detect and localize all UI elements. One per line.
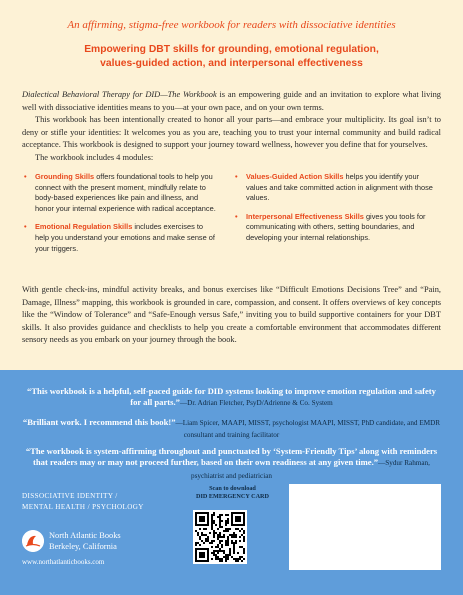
- module-interpersonal-effectiveness: [235, 212, 440, 244]
- quote-text: “The workbook is system-affirming throughout and punctuated by ‘System-Friendly Tips’ along with reminders that readers may or may not proceed further, based on their own readiness at any given time.”: [25, 446, 438, 468]
- scan-line-1: Scan to download: [209, 485, 256, 492]
- quote-rahman: [22, 446, 441, 482]
- quote-attribution: —Liam Spicer, MAAPI, MISST, psychologist MAAPI, MISST, PhD candidate, and EMDR consultant and training facilitator: [175, 419, 441, 440]
- module-text: offers foundational tools to help you connect with the present moment, mindfully relate to body-based experiences like pain and illness, and honor your internal experience with radical acceptance.: [35, 172, 216, 213]
- headline-line-2: values-guided action, and interpersonal effectiveness: [100, 58, 363, 70]
- module-name: Interpersonal Effectiveness Skills: [246, 211, 364, 221]
- quote-spicer: [22, 417, 441, 442]
- logo-graphic: [22, 530, 44, 552]
- closing-paragraph: With gentle check-ins, mindful activity breaks, and bonus exercises like “Difficult Emotions Decisions Tree” and “Pain, Damage, Illness” mapping, this workbook is grounded in care, compassion, and consent. It offers overviews of key concepts like the “Window of Tolerance” and “Safe-Enough versus Safe,” inviting you to build supportive containers for your DBT skills. It also provides guidance and checklists to help you create a comfortable environment that accommodates different sensory needs as you embark on your journey through the book.: [22, 285, 441, 345]
- publisher-name: North Atlantic Books: [49, 531, 121, 540]
- module-name: Values-Guided Action Skills: [246, 172, 344, 181]
- headline: [40, 43, 423, 72]
- quote-text: “This workbook is a helpful, self-paced guide for DID systems looking to improve emotion regulation and safety for all parts.”: [27, 386, 436, 408]
- intro-rest: is an empowering guide and an invitation to explore what living well with dissociative identities means to you—at your own pace, and on your own terms.: [22, 90, 441, 112]
- quote-text: “Brilliant work. I recommend this book!”: [22, 417, 176, 427]
- quote-fletcher: [22, 386, 441, 410]
- isbn-barcode-area: [289, 484, 441, 570]
- module-name: Grounding Skills: [35, 172, 95, 181]
- module-text: gives you tools for communicating with others, setting boundaries, and developing your internal relationships.: [246, 211, 426, 242]
- category-line-2: MENTAL HEALTH / PSYCHOLOGY: [22, 502, 144, 511]
- module-emotional-regulation: [24, 222, 218, 254]
- bullet-icon: •: [24, 172, 27, 181]
- book-title: Dialectical Behavioral Therapy for DID—The Workbook: [22, 90, 217, 99]
- qr-code-icon[interactable]: [193, 510, 247, 564]
- bullet-icon: •: [24, 222, 27, 232]
- module-text: includes exercises to help you understand your emotions and make sense of your triggers.: [35, 222, 215, 253]
- module-grounding: [24, 172, 218, 214]
- intro-paragraph: [22, 89, 441, 114]
- modules-left-column: [24, 172, 218, 262]
- headline-line-1: Empowering DBT skills for grounding, emotional regulation,: [84, 44, 379, 55]
- category-label: [22, 491, 144, 512]
- bullet-icon: •: [235, 172, 238, 181]
- module-text: helps you identify your values and take committed action in alignment with those values.: [246, 172, 433, 203]
- honor-paragraph: This workbook has been intentionally created to honor all your parts—and embrace your multiplicity. Its goal isn’t to deny or stifle your identities: It welcomes you as you are, teaching you to trust your internal community and build radical acceptance. This workbook is designed to support your journey toward wellness, however you define that for yourselves.: [22, 115, 441, 150]
- module-values-guided-action: [235, 172, 440, 204]
- module-name: Emotional Regulation Skills: [35, 222, 133, 232]
- north-atlantic-books-logo-icon: [22, 530, 44, 552]
- modules-intro: The workbook includes 4 modules:: [35, 153, 154, 162]
- quote-attribution: —Sydur Rahman, psychiatrist and pediatrician: [190, 459, 430, 480]
- modules-right-column: [235, 172, 440, 252]
- qr-graphic: [193, 510, 247, 564]
- scan-caption: [175, 485, 290, 501]
- quote-attribution: —Dr. Adrian Fletcher, PsyD/Adrienne & Co. System: [179, 399, 333, 408]
- scan-line-2: DID EMERGENCY CARD: [196, 493, 269, 500]
- tagline: An affirming, stigma-free workbook for readers with dissociative identities: [67, 19, 396, 31]
- publisher-url[interactable]: www.northatlanticbooks.com: [22, 558, 105, 566]
- category-line-1: DISSOCIATIVE IDENTITY /: [22, 492, 118, 500]
- publisher-block: [49, 530, 121, 552]
- publisher-location: Berkeley, California: [49, 542, 117, 551]
- bullet-icon: •: [235, 211, 238, 221]
